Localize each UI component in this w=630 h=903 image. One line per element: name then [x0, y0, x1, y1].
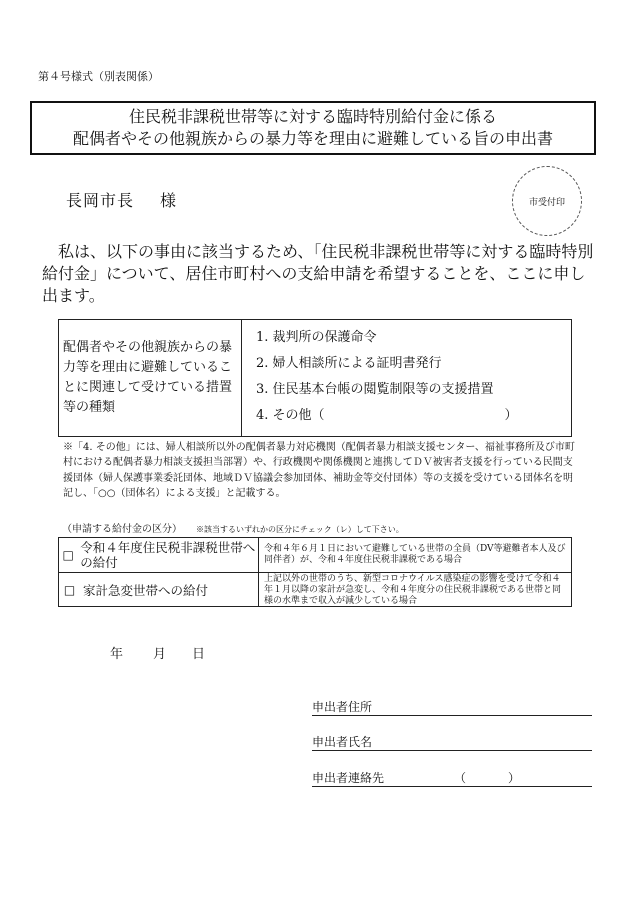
addressee-name: 長岡市長 — [66, 191, 135, 210]
benefit-name: 令和４年度住民税非課税世帯への給付 — [80, 540, 256, 570]
note-text: ※「4. その他」には、婦人相談所以外の配偶者暴力対応機関（配偶者暴力相談支援センター、福祉事務所及び市町村における配偶者暴力相談支援担当部署）や、行政機関や関係機関と連携してＤＶ被害者支援を行っている民間支援団体（婦人保護事業委託団体、地域ＤＶ協議会参加団体、補助金等交付団体）等の支援を受けている団体名を明記し、「○○（団体名）による支援」と記載する。 — [63, 442, 575, 500]
declaration-text: 私は、以下の事由に該当するため、「住民税非課税世帯等に対する臨時特別給付金」について、居住市町村への支給申請を希望することを、ここに申し出ます。 — [42, 242, 594, 305]
measure-item[interactable]: 3. 住民基本台帳の閲覧制限等の支援措置 — [256, 382, 494, 397]
benefit-row — [59, 538, 571, 572]
applicant-address-label: 申出者住所 — [312, 700, 373, 714]
benefit-table — [58, 537, 572, 607]
benefit-option — [59, 538, 259, 572]
measure-item[interactable]: 2. 婦人相談所による証明書発行 — [256, 356, 442, 371]
benefit-description: 令和４年６月１日において避難している世帯の全員（DV等避難者本人及び同伴者）が、令和４年度住民税非課税である場合 — [264, 544, 566, 565]
date-day: 日 — [192, 647, 206, 662]
benefit-section-label — [62, 520, 404, 535]
measure-other-label: 4. その他（ — [256, 408, 325, 423]
applicant-name-field[interactable] — [312, 734, 592, 751]
benefit-name: 家計急変世帯への給付 — [83, 582, 209, 598]
measures-header: 配偶者やその他親族からの暴力等を理由に避難していることに関連して受けている措置等の種類 — [59, 320, 242, 436]
applicant-address-field[interactable] — [312, 699, 592, 716]
measure-item-other[interactable] — [256, 403, 571, 429]
benefit-checkbox[interactable]: □ — [62, 547, 74, 562]
applicant-name-label: 申出者氏名 — [312, 735, 373, 749]
benefit-description: 上記以外の世帯のうち、新型コロナウイルス感染症の影響を受けて令和４年１月以降の家計が急変し、令和４年度分の住民税非課税である世帯と同様の水準まで収入が減少している場合 — [264, 573, 562, 606]
title-line-2: 配偶者やその他親族からの暴力等を理由に避難している旨の申出書 — [72, 129, 553, 148]
form-number: 第４号様式（別表関係） — [38, 70, 159, 83]
contact-paren-close: ） — [508, 771, 521, 785]
applicant-contact-field[interactable] — [312, 770, 592, 787]
date-month: 月 — [153, 647, 167, 662]
reception-stamp-area — [512, 166, 582, 236]
date-line[interactable] — [110, 643, 205, 662]
stamp-label: 市受付印 — [528, 197, 565, 208]
applicant-contact-label: 申出者連絡先 — [312, 771, 385, 785]
document-title — [30, 101, 596, 155]
benefit-checkbox[interactable]: □ — [63, 582, 76, 597]
contact-paren-open: （ — [454, 771, 467, 785]
addressee — [66, 188, 177, 211]
measures-table — [58, 319, 572, 437]
benefit-option — [59, 573, 259, 607]
measures-list — [242, 320, 571, 436]
benefit-row — [59, 572, 571, 607]
benefit-hint: ※該当するいずれかの区分にチェック（レ）して下さい。 — [196, 525, 404, 534]
title-line-1: 住民税非課税世帯等に対する臨時特別給付金に係る — [128, 107, 497, 126]
measure-other-close: ） — [504, 408, 518, 423]
measure-item[interactable]: 1. 裁判所の保護命令 — [256, 330, 377, 345]
honorific: 様 — [160, 191, 178, 210]
date-year: 年 — [110, 647, 124, 662]
benefit-label: （申請する給付金の区分） — [62, 524, 182, 535]
